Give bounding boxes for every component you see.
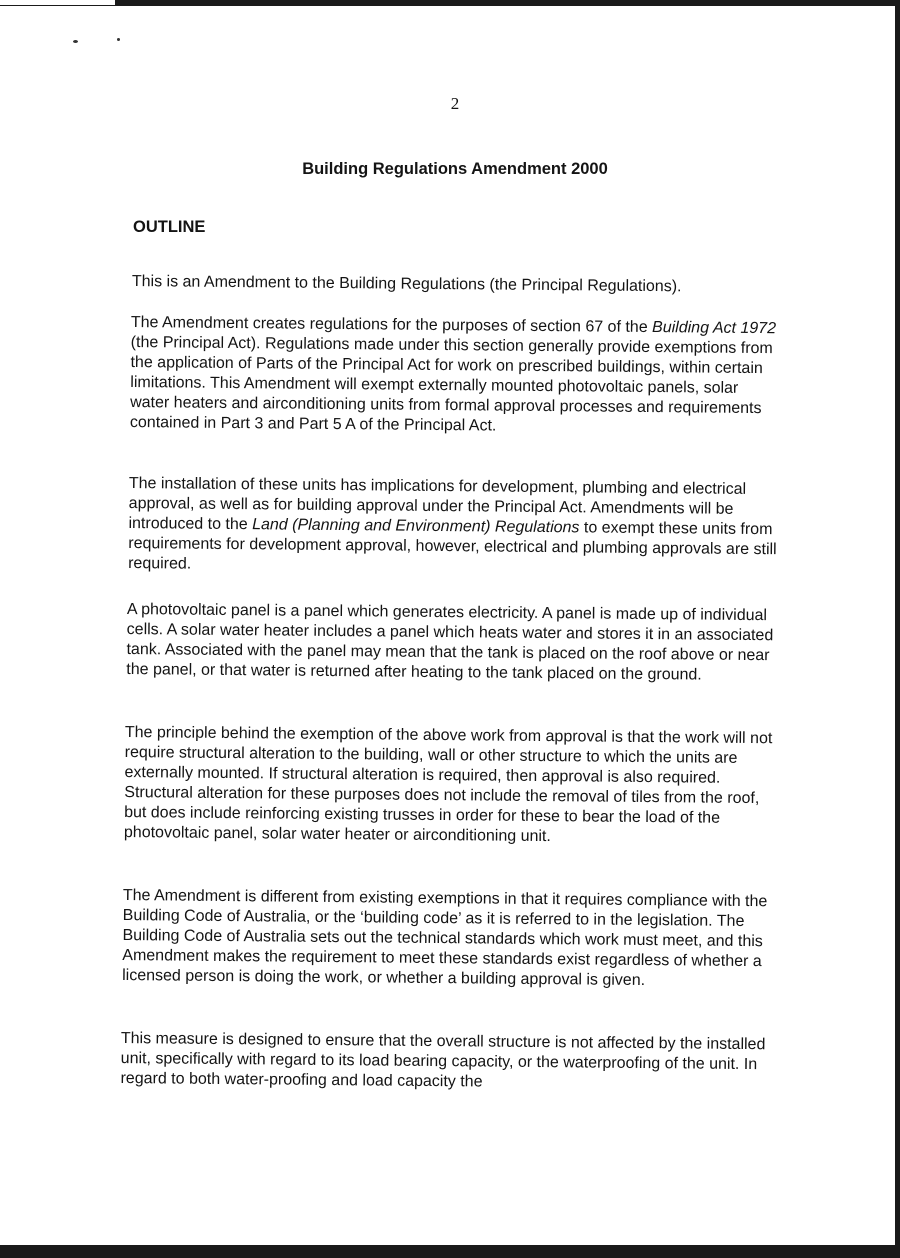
scan-edge-right	[895, 0, 900, 1258]
scan-edge-notch	[0, 0, 115, 5]
paragraph-text: The Amendment is different from existing exemptions in that it requires compliance with the Building Code of Australia, or the ‘building code’ as it is referred to in the legislation. The Building Code of Australia sets out the technical standards which work must meet, and this Amendment makes the requirement to meet these standards exist regardless of whether a licensed person is doing the work, or whether a building approval is given.	[122, 886, 768, 990]
section-heading: OUTLINE	[133, 218, 206, 236]
paragraph-text: (the Principal Act). Regulations made under this section generally provide exemptions from the application of Parts of the Principal Act for work on prescribed buildings, within certain limitations. This Amendment will exempt externally mounted photovoltaic panels, solar water heaters and airconditioning units from formal approval processes and requirements contained in Part 3 and Part 5 A of the Principal Act.	[129, 333, 773, 435]
paragraph-text: The principle behind the exemption of the above work from approval is that the work will not require structural alteration to the building, wall or other structure to which the units are externally mounted. If structural alteration is required, then approval is also required. Structural alteration for these purposes does not include the removal of tiles from the roof, but does include reinforcing existing trusses in order for these to bear the load of the photovoltaic panel, solar water heater or airconditioning unit.	[123, 723, 773, 846]
scan-speck	[73, 40, 78, 43]
paragraph	[128, 474, 779, 580]
scan-speck	[117, 38, 120, 41]
italic-citation: Land (Planning and Environment) Regulations	[252, 516, 580, 537]
paragraph	[126, 600, 777, 686]
paragraph-text: A photovoltaic panel is a panel which generates electricity. A panel is made up of individual cells. A solar water heater includes a panel which heats water and stores it in an associated tank. Associated with the panel may mean that the tank is placed on the roof above or near the panel, or that water is returned after heating to the tank placed on the ground.	[126, 600, 774, 684]
document-title: Building Regulations Amendment 2000	[302, 160, 608, 178]
paragraph	[120, 1029, 771, 1095]
italic-citation: Building Act 1972	[652, 319, 777, 338]
page-number: 2	[450, 94, 460, 113]
paragraph-text: The Amendment creates regulations for the purposes of section 67 of the	[130, 313, 653, 337]
paragraph	[130, 313, 781, 439]
paragraph-text: This measure is designed to ensure that the overall structure is not affected by the installed unit, specifically with regard to its load bearing capacity, or the waterproofing of the unit. In regard to both water-proofing and load capacity the	[120, 1030, 766, 1091]
paragraph	[124, 723, 775, 849]
paragraph-text: The installation of these units has implications for development, plumbing and electrical approval, as well as for building approval under the Principal Act. Amendments will be introduced to the	[128, 474, 747, 534]
paragraph	[122, 886, 773, 992]
paragraph	[132, 272, 782, 298]
scan-edge-top	[0, 0, 900, 6]
paragraph-text: to exempt these units from requirements for development approval, however, electrical and plumbing approvals are still required.	[128, 519, 777, 573]
scan-edge-bottom	[0, 1245, 900, 1258]
paragraph-text: This is an Amendment to the Building Regulations (the Principal Regulations).	[131, 272, 682, 296]
